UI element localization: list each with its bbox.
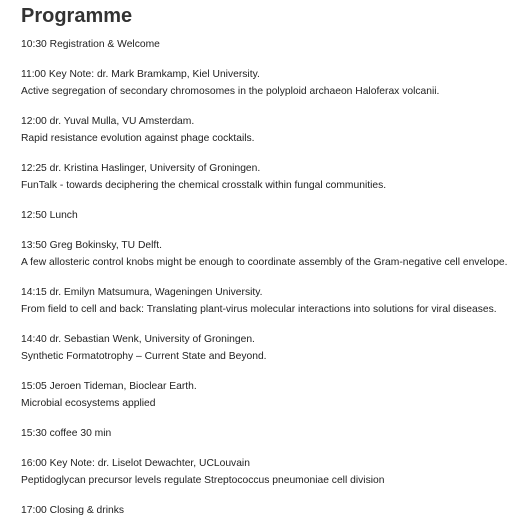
- entry-time-speaker: 14:40 dr. Sebastian Wenk, University of Groningen.: [21, 334, 255, 345]
- entry-talk-title: Microbial ecosystems applied: [21, 398, 156, 409]
- entry-time-speaker: 14:15 dr. Emilyn Matsumura, Wageningen University.: [21, 287, 263, 298]
- entry-time-title: 10:30 Registration & Welcome: [21, 39, 160, 50]
- entry-talk-title: Rapid resistance evolution against phage cocktails.: [21, 133, 255, 144]
- programme-entry-1200: [21, 113, 532, 147]
- page-title: Programme: [21, 5, 133, 27]
- programme-list: [21, 36, 532, 519]
- entry-talk-title: FunTalk - towards deciphering the chemical crosstalk within fungal communities.: [21, 180, 387, 191]
- entry-time-speaker: 15:05 Jeroen Tideman, Bioclear Earth.: [21, 381, 197, 392]
- programme-entry-1530: [21, 425, 532, 442]
- programme-entry-1225: [21, 160, 532, 194]
- entry-talk-title: From field to cell and back: Translating plant-virus molecular interactions into solutions for viral diseases.: [21, 304, 497, 315]
- entry-talk-title: Active segregation of secondary chromosomes in the polyploid archaeon Haloferax volcanii.: [21, 86, 440, 97]
- entry-time-speaker: 12:25 dr. Kristina Haslinger, University of Groningen.: [21, 163, 261, 174]
- entry-time-speaker: 16:00 Key Note: dr. Liselot Dewachter, UCLouvain: [21, 458, 250, 469]
- programme-entry-1250: [21, 207, 532, 224]
- programme-entry-1600: [21, 455, 532, 489]
- entry-talk-title: A few allosteric control knobs might be enough to coordinate assembly of the Gram-negative cell envelope.: [21, 257, 508, 268]
- programme-entry-1100: [21, 66, 532, 100]
- entry-talk-title: Synthetic Formatotrophy – Current State and Beyond.: [21, 351, 267, 362]
- entry-time-speaker: 13:50 Greg Bokinsky, TU Delft.: [21, 240, 162, 251]
- entry-time-title: 17:00 Closing & drinks: [21, 505, 125, 516]
- entry-time-title: 15:30 coffee 30 min: [21, 428, 112, 439]
- programme-entry-1505: [21, 378, 532, 412]
- entry-time-title: 12:50 Lunch: [21, 210, 78, 221]
- entry-time-speaker: 11:00 Key Note: dr. Mark Bramkamp, Kiel University.: [21, 69, 260, 80]
- programme-entry-1700: [21, 502, 532, 519]
- programme-entry-1415: [21, 284, 532, 318]
- programme-entry-1440: [21, 331, 532, 365]
- entry-talk-title: Peptidoglycan precursor levels regulate Streptococcus pneumoniae cell division: [21, 475, 385, 486]
- programme-entry-1350: [21, 237, 532, 271]
- entry-time-speaker: 12:00 dr. Yuval Mulla, VU Amsterdam.: [21, 116, 195, 127]
- programme-entry-1030: [21, 36, 532, 53]
